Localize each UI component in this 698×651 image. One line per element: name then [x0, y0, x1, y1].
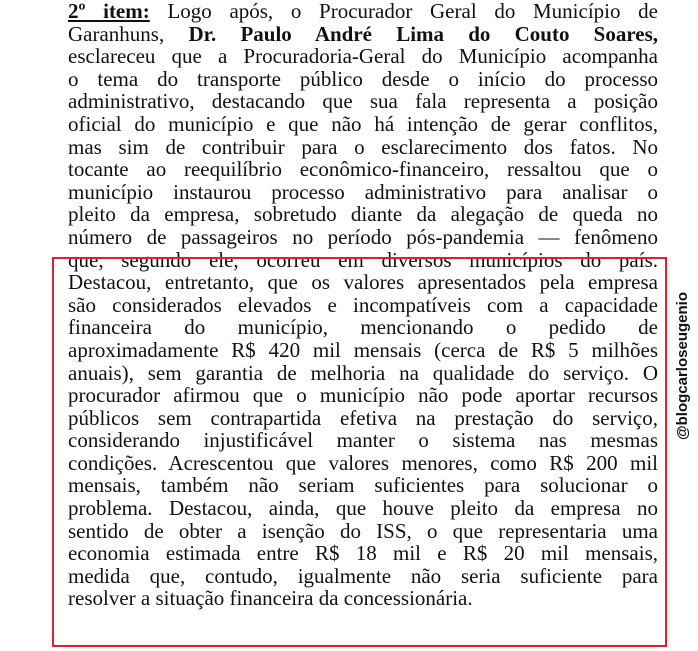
highlighted-line: sentido de obter a isenção do ISS, o que representaria uma — [68, 518, 658, 543]
item-label: 2º item: — [68, 0, 150, 23]
highlighted-line: são considerados elevados e incompatíveis com a capacidade — [68, 292, 658, 317]
watermark: @blogcarloseugenio — [674, 292, 691, 440]
highlighted-line: economia estimada entre R$ 18 mil e R$ 20 mil mensais, — [68, 541, 658, 566]
highlighted-line: financeira do município, mencionando o pedido de — [68, 315, 658, 340]
speaker-name: Dr. Paulo André Lima do Couto Soares, — [188, 21, 659, 46]
text-line: administrativo, destacando que sua fala representa a posição — [68, 89, 658, 114]
text-line: número de passageiros no período pós-pandemia — fenômeno — [68, 224, 658, 249]
highlighted-line: condições. Acrescentou que valores menores, como R$ 200 mil — [68, 450, 658, 475]
text-line-1: 2º item: Logo após, o Procurador Geral do Município de — [68, 0, 659, 23]
highlighted-line: medida que, contudo, igualmente não seria suficiente para — [68, 563, 658, 588]
highlighted-line: procurador afirmou que o município não pode aportar recursos — [68, 383, 658, 408]
highlighted-line: Destacou, entretanto, que os valores apresentados pela empresa — [68, 270, 658, 295]
highlighted-line: aproximadamente R$ 420 mil mensais (cerca de R$ 5 milhões — [68, 337, 658, 362]
text-line: pleito da empresa, sobretudo diante da alegação de queda no — [68, 202, 658, 227]
text-line: mas sim de contribuir para o esclarecimento dos fatos. No — [68, 134, 658, 159]
highlighted-line: anuais), sem garantia de melhoria na qualidade do serviço. O — [68, 360, 658, 385]
cutoff-text-fragment — [140, 642, 610, 651]
text-line: esclareceu que a Procuradoria-Geral do Município acompanha — [68, 44, 658, 69]
highlighted-line: problema. Destacou, ainda, que houve pleito da empresa no — [68, 496, 658, 521]
document-text — [68, 0, 658, 610]
text-line: município instaurou processo administrativo para analisar o — [68, 179, 658, 204]
highlighted-line: resolver a situação financeira da concessionária. — [68, 586, 473, 611]
text-line: o tema do transporte público desde o início do processo — [68, 66, 658, 91]
text-line: oficial do município e que não há intenção de gerar conflitos, — [68, 111, 658, 136]
highlighted-line: considerando injustificável manter o sistema nas mesmas — [68, 428, 658, 453]
text-line: que, segundo ele, ocorreu em diversos municípios do país. — [68, 247, 658, 272]
text-line-2: Garanhuns, Dr. Paulo André Lima do Couto Soares, — [68, 21, 659, 46]
highlighted-line: públicos sem contrapartida efetiva na prestação do serviço, — [68, 405, 658, 430]
highlighted-line: mensais, também não seriam suficientes para solucionar o — [68, 473, 658, 498]
text-line: tocante ao reequilíbrio econômico-financeiro, ressaltou que o — [68, 157, 658, 182]
